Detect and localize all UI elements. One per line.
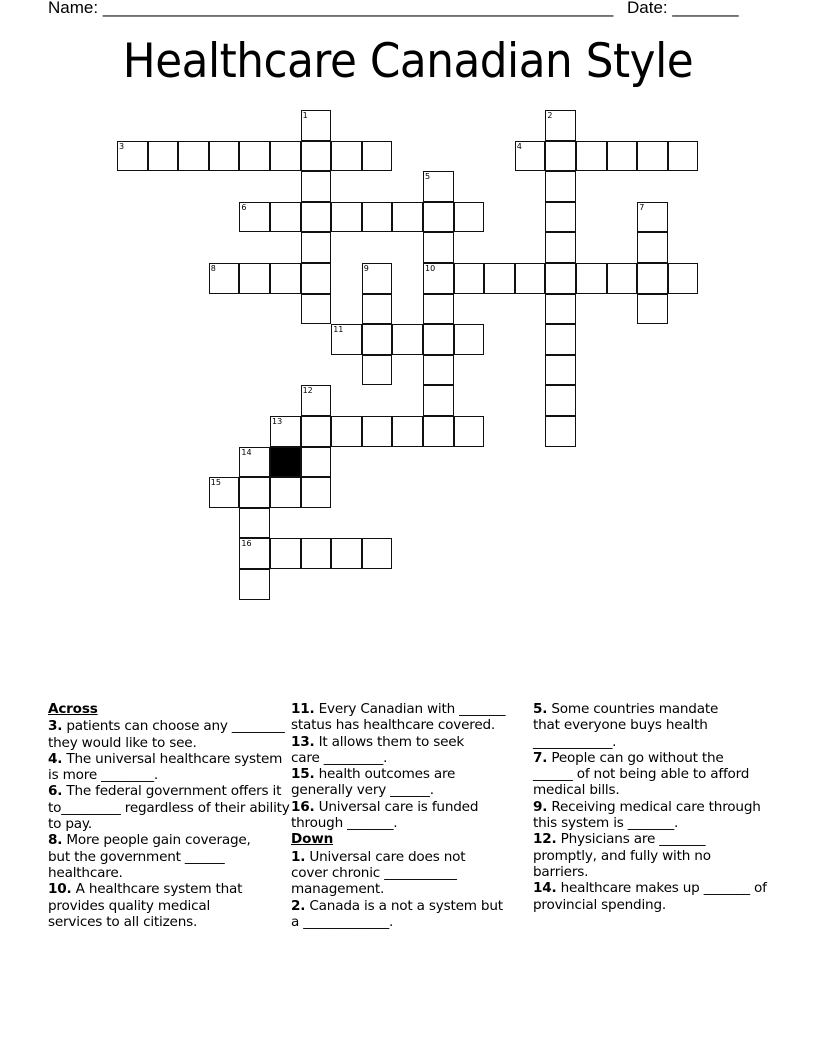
grid-cell[interactable] (331, 538, 362, 569)
grid-cell[interactable] (423, 294, 454, 325)
grid-cell[interactable] (362, 294, 393, 325)
grid-cell[interactable] (239, 569, 270, 600)
grid-cell[interactable] (209, 263, 240, 294)
grid-cell[interactable] (423, 202, 454, 233)
grid-cell[interactable] (362, 263, 393, 294)
grid-cell[interactable] (239, 508, 270, 539)
grid-cell[interactable] (545, 324, 576, 355)
clue-across-4: 4. The universal healthcare system is more ________. (48, 750, 283, 784)
grid-cell[interactable] (637, 294, 668, 325)
grid-cell[interactable] (545, 294, 576, 325)
black-cell (270, 447, 301, 478)
grid-cell[interactable] (423, 171, 454, 202)
grid-cell[interactable] (545, 385, 576, 416)
down-heading: Down (291, 831, 334, 848)
clue-number: 2 (547, 111, 553, 120)
grid-cell[interactable] (239, 477, 270, 508)
grid-cell[interactable] (301, 385, 332, 416)
clues-column-3 (533, 701, 773, 913)
clue-down-14: 14. healthcare makes up _______ of provincial spending. (533, 880, 767, 913)
grid-cell[interactable] (607, 263, 638, 294)
clue-number: 7 (639, 202, 645, 212)
grid-cell[interactable] (423, 232, 454, 263)
clue-across-8: 8. More people gain coverage, but the government ______ healthcare. (48, 832, 251, 881)
grid-cell[interactable] (331, 416, 362, 447)
grid-cell[interactable] (239, 141, 270, 172)
grid-cell[interactable] (270, 416, 301, 447)
clue-number: 10 (425, 264, 436, 273)
clue-across-16: 16. Universal care is funded through _______. (291, 798, 479, 832)
clue-number: 3 (119, 141, 125, 151)
grid-cell[interactable] (607, 141, 638, 172)
grid-cell[interactable] (301, 416, 332, 447)
grid-cell[interactable] (484, 263, 515, 294)
grid-cell[interactable] (209, 141, 240, 172)
grid-cell[interactable] (362, 324, 393, 355)
grid-cell[interactable] (515, 141, 546, 172)
grid-cell[interactable] (392, 202, 423, 233)
across-heading: Across (48, 701, 98, 717)
grid-cell[interactable] (301, 538, 332, 569)
clue-number: 11 (333, 325, 344, 335)
name-blank[interactable]: ______________________________________________________ (102, 0, 614, 17)
grid-cell[interactable] (454, 202, 485, 233)
grid-cell[interactable] (239, 538, 270, 569)
grid-cell[interactable] (331, 202, 362, 233)
grid-cell[interactable] (301, 263, 332, 294)
page-title: Healthcare Canadian Style (122, 34, 694, 89)
date-label: Date: (627, 0, 668, 17)
clue-number: 8 (210, 264, 216, 273)
clue-across-6: 6. The federal government offers it to_________ regardless of their ability to pay. (48, 783, 290, 833)
clue-across-15: 15. health outcomes are generally very ______. (291, 766, 456, 799)
grid-cell[interactable] (423, 385, 454, 416)
grid-cell[interactable] (576, 141, 607, 172)
clue-number: 1 (302, 111, 308, 120)
clue-number: 9 (363, 264, 369, 273)
grid-cell[interactable] (637, 263, 668, 294)
grid-cell[interactable] (331, 141, 362, 172)
grid-cell[interactable] (545, 141, 576, 172)
clue-across-3: 3. patients can choose any ________ they would like to see. (48, 718, 285, 751)
clue-down-1: 1. Universal care does not cover chronic ___________ management. (291, 848, 466, 898)
clues-column-2 (291, 701, 531, 930)
clue-number: 5 (425, 172, 431, 182)
grid-cell[interactable] (362, 202, 393, 233)
grid-cell[interactable] (545, 171, 576, 202)
grid-cell[interactable] (209, 477, 240, 508)
clue-across-10: 10. A healthcare system that provides quality medical services to all citizens. (48, 881, 243, 930)
grid-cell[interactable] (362, 416, 393, 447)
clue-down-12: 12. Physicians are _______ promptly, and fully with no barriers. (533, 831, 711, 880)
grid-cell[interactable] (301, 141, 332, 172)
grid-cell[interactable] (270, 538, 301, 569)
clue-number: 13 (272, 417, 283, 426)
grid-cell[interactable] (423, 324, 454, 355)
grid-cell[interactable] (668, 141, 699, 172)
clue-number: 4 (516, 141, 522, 151)
clue-down-5: 5. Some countries mandate that everyone buys health ____________. (533, 701, 719, 750)
grid-cell[interactable] (301, 477, 332, 508)
grid-cell[interactable] (301, 202, 332, 233)
grid-cell[interactable] (637, 141, 668, 172)
grid-cell[interactable] (515, 263, 546, 294)
grid-cell[interactable] (545, 355, 576, 386)
clues-column-1 (48, 701, 288, 930)
grid-cell[interactable] (270, 202, 301, 233)
name-label: Name: (48, 0, 99, 17)
grid-cell[interactable] (239, 447, 270, 478)
grid-cell[interactable] (545, 232, 576, 263)
grid-cell[interactable] (148, 141, 179, 172)
grid-cell[interactable] (301, 110, 332, 141)
grid-cell[interactable] (576, 263, 607, 294)
clue-down-2: 2. Canada is a not a system but a _____________. (291, 897, 503, 930)
clue-number: 15 (210, 478, 221, 488)
grid-cell[interactable] (301, 232, 332, 263)
grid-cell[interactable] (668, 263, 699, 294)
grid-cell[interactable] (117, 141, 148, 172)
grid-cell[interactable] (270, 477, 301, 508)
grid-cell[interactable] (270, 263, 301, 294)
clue-down-7: 7. People can go without the ______ of not being able to afford medical bills. (533, 749, 750, 799)
grid-cell[interactable] (637, 202, 668, 233)
grid-cell[interactable] (301, 171, 332, 202)
grid-cell[interactable] (545, 263, 576, 294)
clue-across-13: 13. It allows them to seek care _________. (291, 733, 465, 766)
grid-cell[interactable] (423, 263, 454, 294)
grid-cell[interactable] (362, 141, 393, 172)
grid-cell[interactable] (637, 232, 668, 263)
clue-across-11: 11. Every Canadian with _______ status has healthcare covered. (291, 701, 506, 734)
grid-cell[interactable] (392, 324, 423, 355)
grid-cell[interactable] (392, 416, 423, 447)
grid-cell[interactable] (239, 202, 270, 233)
grid-cell[interactable] (545, 110, 576, 141)
clue-number: 14 (241, 447, 252, 457)
clue-number: 6 (241, 202, 247, 212)
clue-down-9: 9. Receiving medical care through this system is _______. (533, 798, 761, 832)
grid-cell[interactable] (423, 355, 454, 386)
grid-cell[interactable] (454, 416, 485, 447)
grid-cell[interactable] (362, 538, 393, 569)
grid-cell[interactable] (454, 324, 485, 355)
grid-cell[interactable] (178, 141, 209, 172)
clue-number: 12 (302, 386, 313, 396)
grid-cell[interactable] (301, 447, 332, 478)
grid-cell[interactable] (331, 324, 362, 355)
date-blank[interactable]: _______ (672, 0, 739, 17)
grid-cell[interactable] (362, 355, 393, 386)
grid-cell[interactable] (545, 416, 576, 447)
grid-cell[interactable] (239, 263, 270, 294)
grid-cell[interactable] (423, 416, 454, 447)
grid-cell[interactable] (270, 141, 301, 172)
grid-cell[interactable] (545, 202, 576, 233)
grid-cell[interactable] (301, 294, 332, 325)
grid-cell[interactable] (454, 263, 485, 294)
clue-number: 16 (241, 539, 252, 549)
